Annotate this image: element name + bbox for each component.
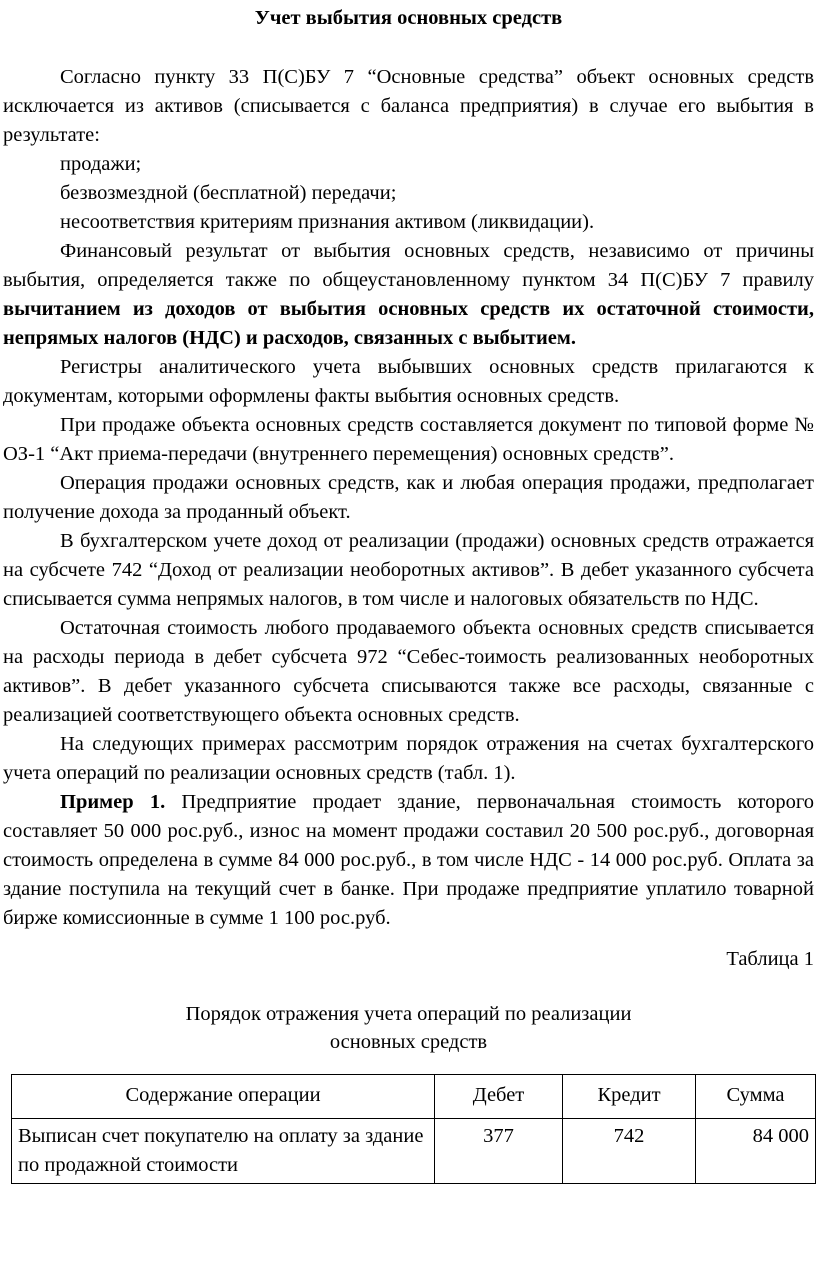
list-item-sale: продажи; [60, 153, 142, 175]
list-item-free-transfer: безвозмездной (бесплатной) передачи; [60, 182, 397, 204]
cell-amount: 84 000 [696, 1119, 816, 1184]
list-item-liquidation: несоответствия критериям признания активом (ликвидации). [60, 211, 595, 233]
paragraph-sale-income: Операция продажи основных средств, как и любая операция продажи, предполагает получение дохода за проданный объект. [3, 472, 814, 523]
paragraph-subaccount-742: В бухгалтерском учете доход от реализации (продажи) основных средств отражается на субсчете 742 “Доход от реализации необоротных активов”. В дебет указанного субсчета списывается сумма непрямых налогов, в том числе и налоговых обязательств по НДС. [3, 530, 814, 610]
header-credit: Кредит [563, 1075, 696, 1119]
paragraph-example-1 [3, 788, 814, 933]
operations-table [11, 1074, 816, 1184]
paragraph-intro: Согласно пункту 33 П(С)БУ 7 “Основные средства” объект основных средств исключается из активов (списывается с баланса предприятия) в случае его выбытия в результате: [3, 66, 814, 146]
header-debit: Дебет [435, 1075, 563, 1119]
table-caption-line-1: Порядок отражения учета операций по реализации [185, 1003, 632, 1025]
financial-result-text: Финансовый результат от выбытия основных средств, независимо от причины выбытия, определяется также по общеустановленному пунктом 34 П(С)БУ 7 правилу [3, 240, 814, 291]
table-label: Таблица 1 [726, 948, 814, 970]
paragraph-financial-result [3, 237, 814, 353]
document-title: Учет выбытия основных средств [254, 7, 563, 29]
table-header-row [12, 1075, 816, 1119]
example-label: Пример 1. [60, 791, 166, 813]
paragraph-document-form: При продаже объекта основных средств составляется документ по типовой форме № ОЗ-1 “Акт приема-передачи (внутреннего перемещения) основных средств”. [3, 414, 814, 465]
paragraph-examples-intro: На следующих примерах рассмотрим порядок отражения на счетах бухгалтерского учета операций по реализации основных средств (табл. 1). [3, 733, 814, 784]
header-operation: Содержание операции [12, 1075, 435, 1119]
table-caption-line-2: основных средств [329, 1031, 488, 1053]
paragraph-subaccount-972: Остаточная стоимость любого продаваемого объекта основных средств списывается на расходы периода в дебет субсчета 972 “Себес-тоимость реализованных необоротных активов”. В дебет указанного субсчета списываются также все расходы, связанные с реализацией соответствующего объекта основных средств. [3, 617, 814, 726]
cell-debit: 377 [435, 1119, 563, 1184]
example-text: Предприятие продает здание, первоначальная стоимость которого составляет 50 000 рос.руб., износ на момент продажи составил 20 500 рос.руб., договорная стоимость определена в сумме 84 000 рос.руб., в том числе НДС - 14 000 рос.руб. Оплата за здание поступила на текущий счет в банке. При продаже предприятие уплатило товарной бирже комиссионные в сумме 1 100 рос.руб. [3, 791, 814, 929]
table-caption [3, 1000, 814, 1056]
header-amount: Сумма [696, 1075, 816, 1119]
financial-result-bold: вычитанием из доходов от выбытия основных средств их остаточной стоимости, непрямых налогов (НДС) и расходов, связанных с выбытием. [3, 298, 814, 349]
paragraph-registers: Регистры аналитического учета выбывших основных средств прилагаются к документам, которыми оформлены факты выбытия основных средств. [3, 356, 814, 407]
cell-credit: 742 [563, 1119, 696, 1184]
table-row [12, 1119, 816, 1184]
cell-operation: Выписан счет покупателю на оплату за здание по продажной стоимости [12, 1119, 435, 1184]
